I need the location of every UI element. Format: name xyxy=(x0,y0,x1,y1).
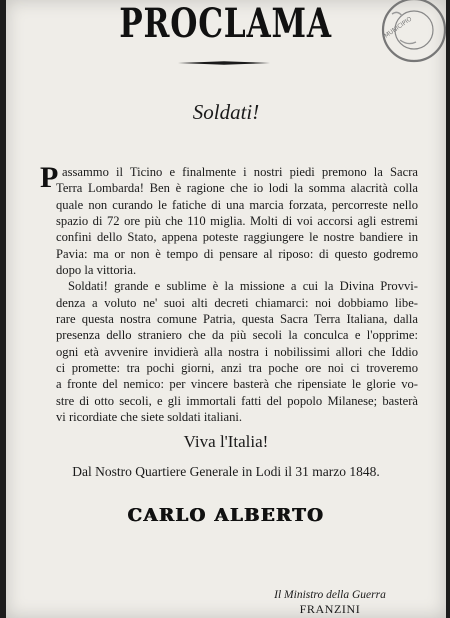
body-line: assammo il Ticino e finalmente i nostri piedi premono la Sacra xyxy=(62,165,418,179)
svg-text:MUNICIPIO: MUNICIPIO xyxy=(383,15,414,40)
body-line: a fronte del nemico: per vincere basterà che ripensiate le glorie vo- xyxy=(56,377,418,392)
body-line: ci promette: tra pochi giorni, anzi tra poche ore noi ci troveremo xyxy=(56,361,418,376)
body-line: presenza dello straniero che da più secoli la conculca e l'opprime: xyxy=(56,328,418,343)
body-line: Soldati! grande e sublime è la missione a cui la Divina Provvi- xyxy=(68,279,418,294)
page-title: PROCLAMA xyxy=(119,0,332,47)
proclamation-body xyxy=(56,164,418,426)
body-line: Terra Lombarda! Ben è ragione che io lodi la somma alacrità colla xyxy=(56,181,418,196)
closing-cry: Viva l'Italia! xyxy=(183,432,269,451)
royal-signature: CARLO ALBERTO xyxy=(127,505,325,526)
body-line: spazio di 72 ore più che 110 miglia. Molti di voi accorsi agli estremi xyxy=(56,214,418,229)
archive-stamp-icon xyxy=(364,0,446,74)
body-line: confini dello Stato, appena poteste raggiungere le nostre bandiere in xyxy=(56,230,418,245)
body-line: quale non curando le fatiche di una marcia forzata, percorreste nello xyxy=(56,197,418,212)
body-line: dopo la vittoria. xyxy=(56,263,137,278)
proclamation-sheet xyxy=(6,0,446,618)
title-ornament-rule xyxy=(176,60,272,66)
body-line: stre di otto secoli, e gli immortali fatti del popolo Milanese; basterà xyxy=(56,393,418,408)
salutation: Soldati! xyxy=(192,100,260,124)
body-line: Pavia: ma or non è tempo di pensare al riposo: di questo godremo xyxy=(56,246,418,261)
minister-title: Il Ministro della Guerra xyxy=(274,589,386,601)
minister-name: FRANZINI xyxy=(299,602,361,616)
drop-cap: P xyxy=(40,161,59,194)
body-line: rare questa nostra comune Patria, questa Sacra Terra Italiana, dalla xyxy=(56,312,418,327)
body-line: denza a voluto ne' suoi alti decreti chiamarci: noi dobbiamo libe- xyxy=(56,295,418,310)
dateline: Dal Nostro Quartiere Generale in Lodi il 31 marzo 1848. xyxy=(72,464,380,479)
body-line: vi ricordiate che siete soldati italiani. xyxy=(56,410,243,425)
body-line: ogni età avvenire invidierà alla nostra i nobilissimi allori che Iddio xyxy=(56,344,418,359)
